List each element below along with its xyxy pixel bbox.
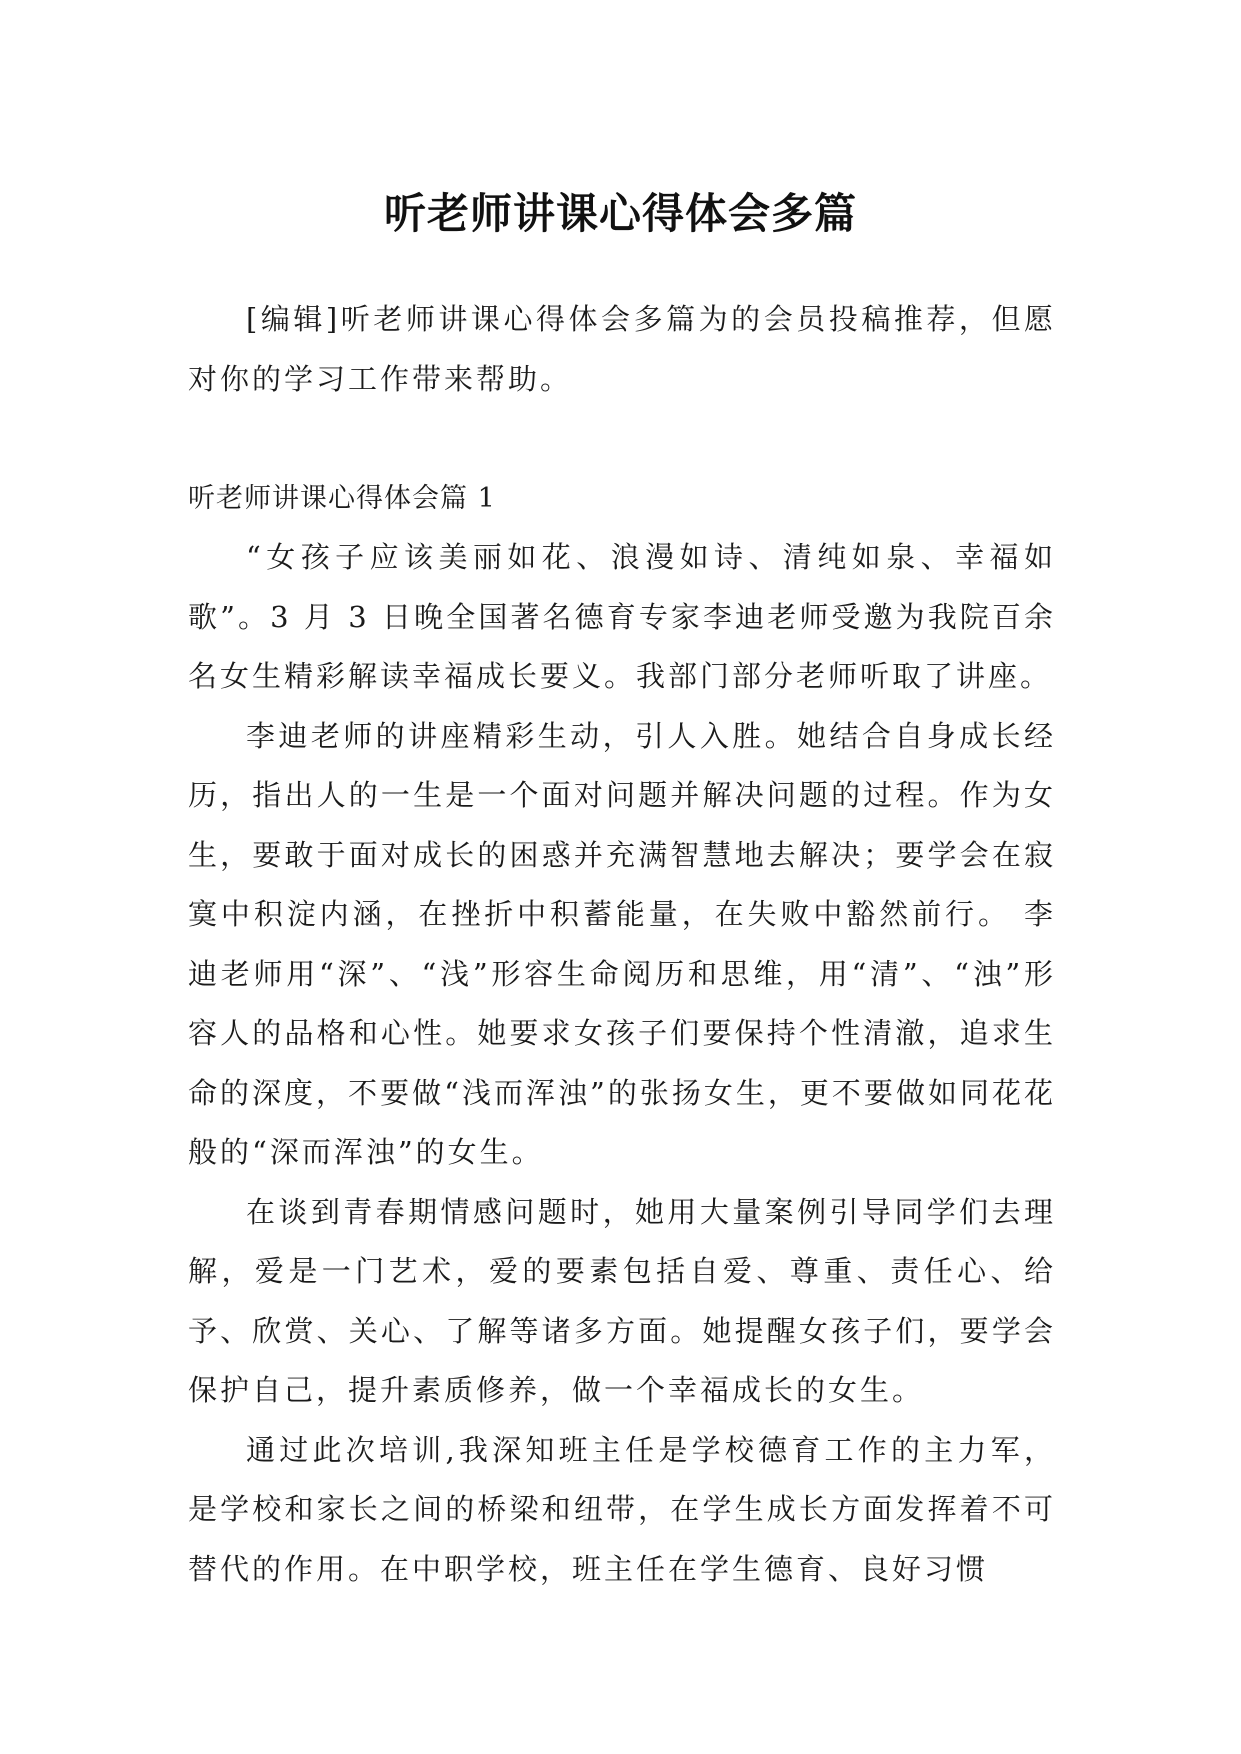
document-title: 听老师讲课心得体会多篇 — [383, 189, 857, 239]
body-paragraph-4: 通过此次培训,我深知班主任是学校德育工作的主力军，是学校和家长之间的桥梁和纽带，在学生成长方面发挥着不可替代的作用。在中职学校，班主任在学生德育、良好习惯 — [188, 1432, 1056, 1586]
section-heading: 听老师讲课心得体会篇 1 — [188, 482, 496, 514]
intro-paragraph: [编辑]听老师讲课心得体会多篇为的会员投稿推荐，但愿对你的学习工作带来帮助。 — [188, 302, 1056, 396]
body-paragraph-3: 在谈到青春期情感问题时，她用大量案例引导同学们去理解，爱是一门艺术，爱的要素包括自爱、尊重、责任心、给予、欣赏、关心、了解等诸多方面。她提醒女孩子们，要学会保护自己，提升素质修养，做一个幸福成长的女生。 — [188, 1194, 1056, 1407]
body-paragraph-1: “女孩子应该美丽如花、浪漫如诗、清纯如泉、幸福如歌”。3 月 3 日晚全国著名德育专家李迪老师受邀为我院百余名女生精彩解读幸福成长要义。我部门部分老师听取了讲座。 — [188, 540, 1056, 693]
document-body — [188, 290, 1056, 1599]
body-paragraph-2: 李迪老师的讲座精彩生动，引人入胜。她结合自身成长经历，指出人的一生是一个面对问题并解决问题的过程。作为女生，要敢于面对成长的困惑并充满智慧地去解决；要学会在寂寞中积淀内涵，在挫折中积蓄能量，在失败中豁然前行。 李迪老师用“深”、“浅”形容生命阅历和思维，用“清”、“浊”形容人的品格和心性。她要求女孩子们要保持个性清澈，追求生命的深度，不要做“浅而浑浊”的张扬女生，更不要做如同花花般的“深而浑浊”的女生。 — [188, 718, 1056, 1169]
